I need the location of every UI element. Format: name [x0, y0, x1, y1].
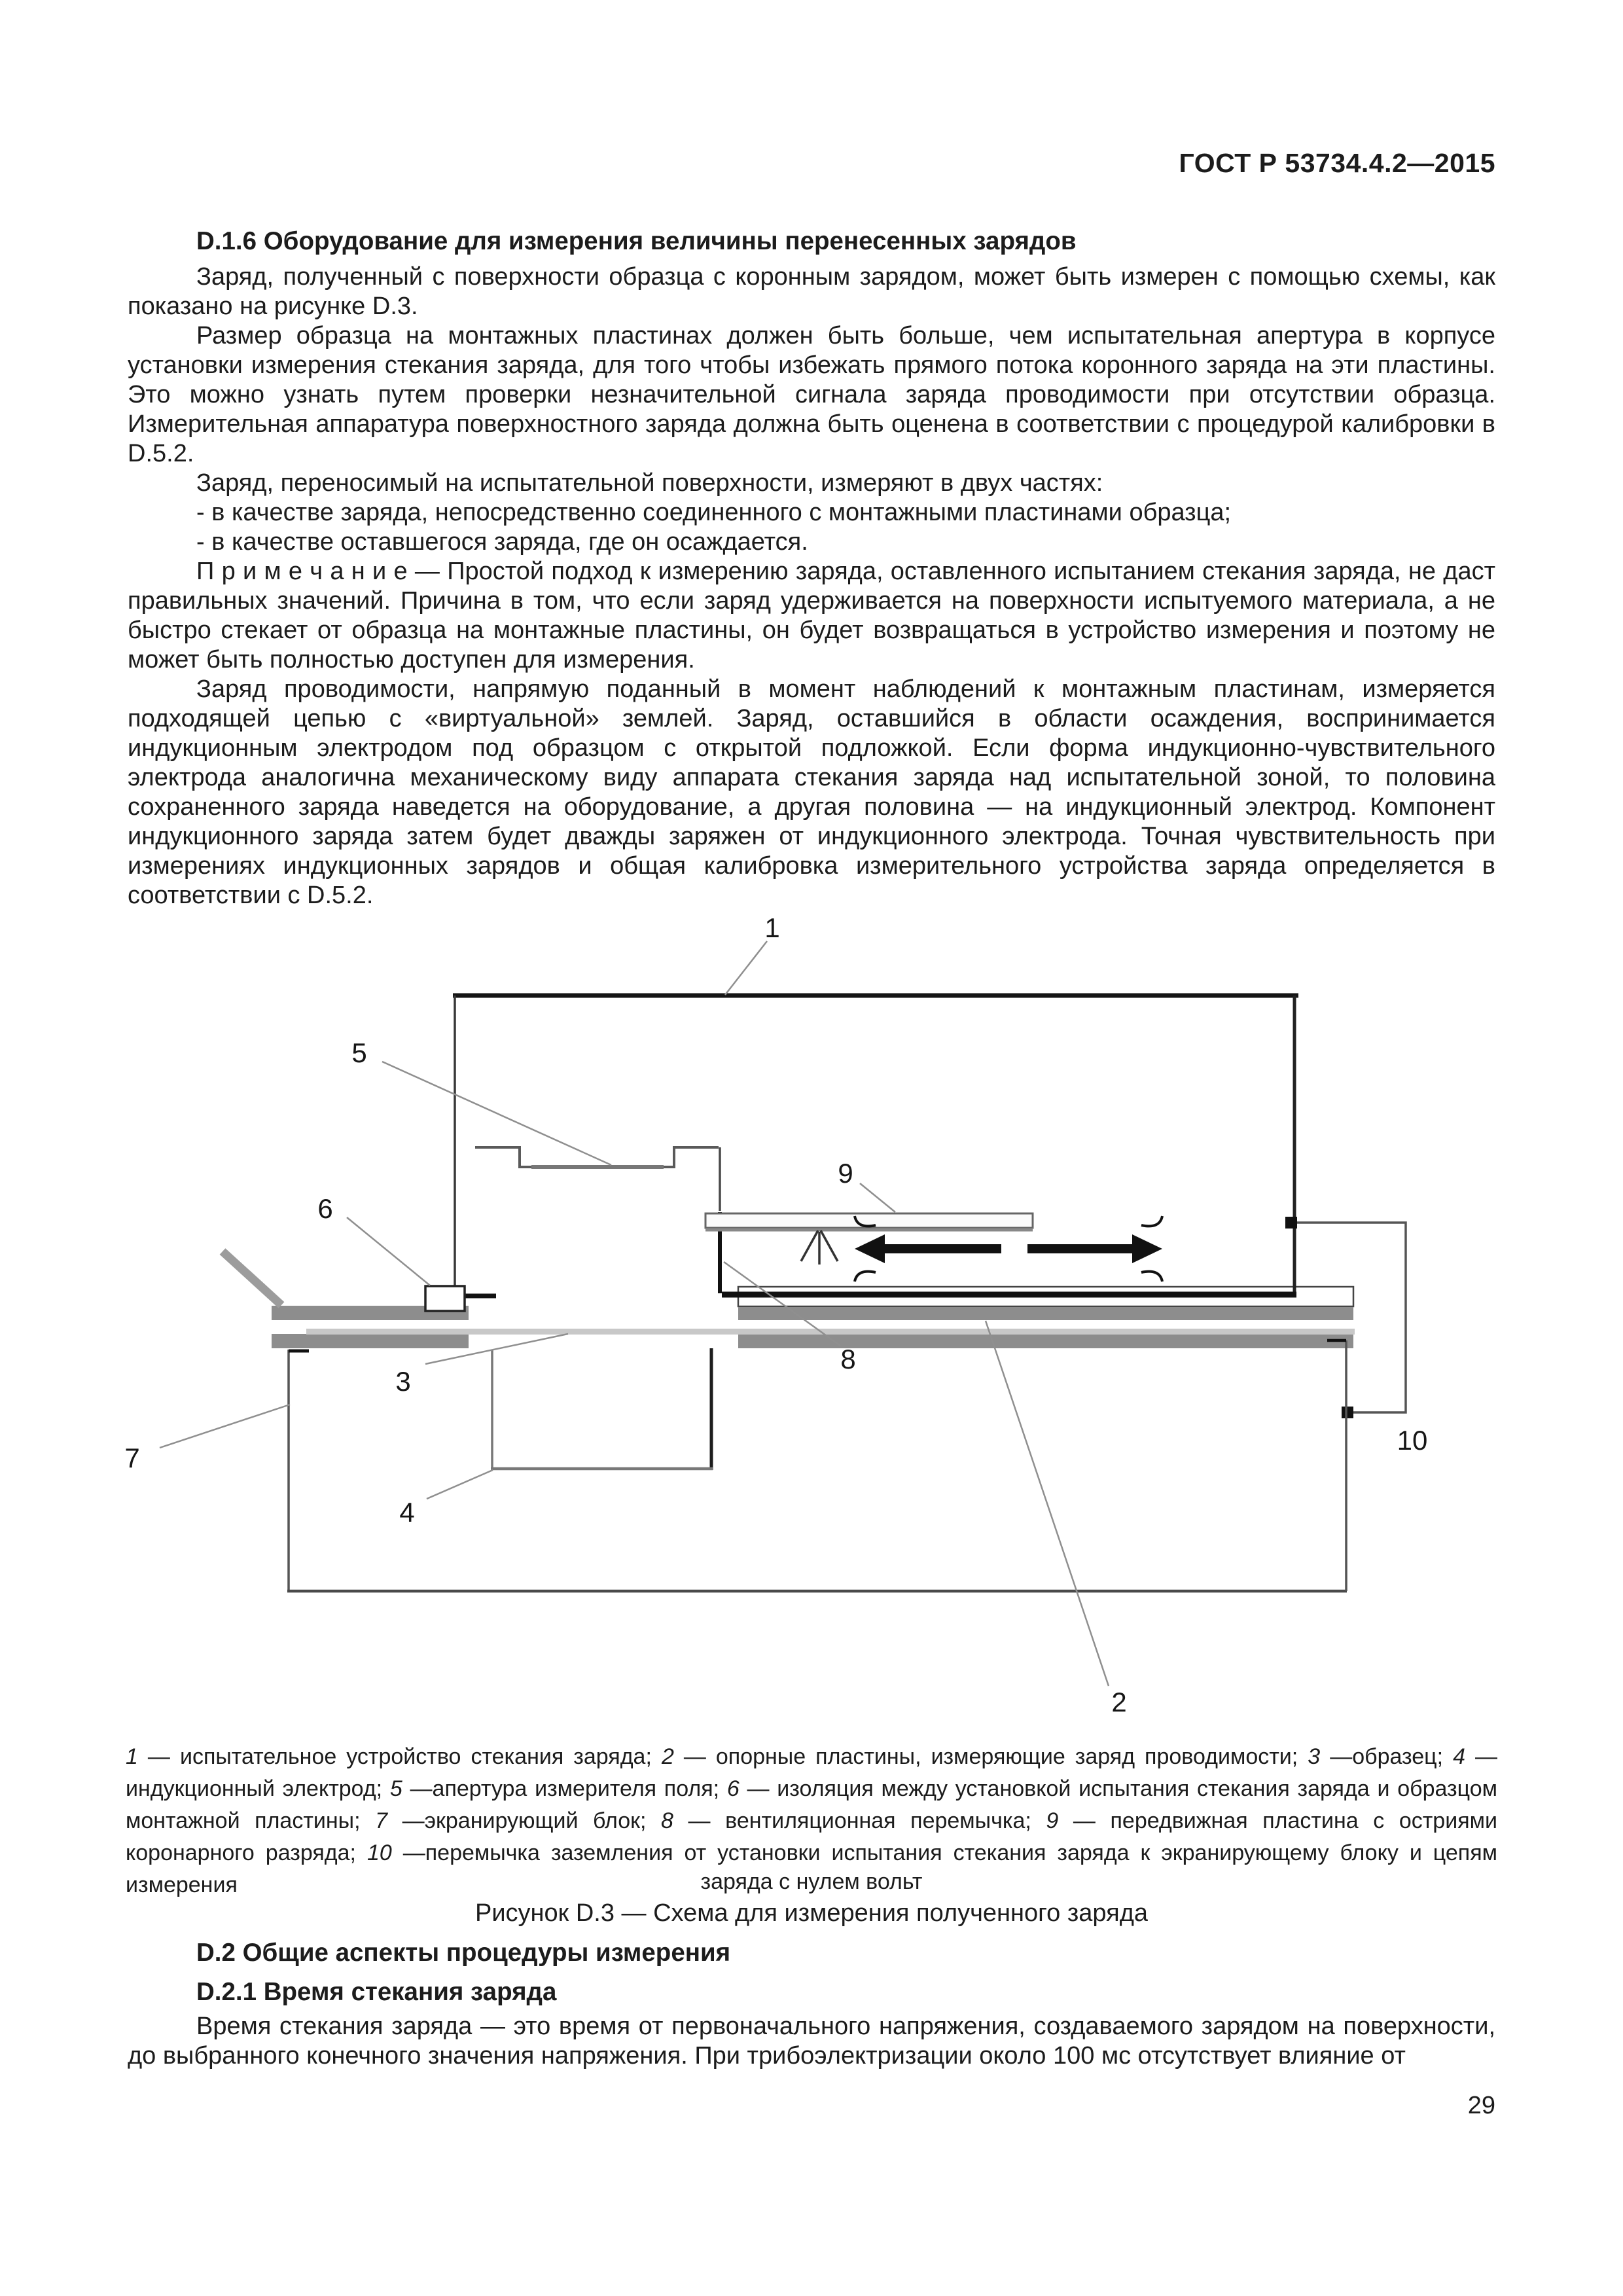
support-plate-right-lower	[738, 1334, 1353, 1348]
callout-6: 6	[317, 1193, 333, 1224]
paragraph: Заряд проводимости, напрямую поданный в момент наблюдений к монтажным пластинам, измеряется подходящей цепью с «виртуальной» землей. Заряд, оставшийся в области осаждения, воспринимается индукционным электродом под образцом с открытой подложкой. Если форма индукционно-чувствительного электрода аналогична механическому виду аппарата стекания заряда над испытательной зоной, то половина сохраненного заряда наведется на оборудование, а другая половина — на индукционный электрод. Компонент индукционного заряда затем будет дважды заряжен от индукционного электрода. Точная чувствительность при измерениях индукционных зарядов и общая калибровка измерительного устройства заряда определяется в соответствии с D.5.2.	[128, 675, 1495, 909]
list-item-dash: - в качестве заряда, непосредственно соединенного с монтажными пластинами образца;	[196, 499, 1232, 526]
sample-strip	[306, 1329, 1355, 1335]
wire-connector-shield	[1342, 1407, 1353, 1418]
support-plate-right-upper	[738, 1307, 1353, 1320]
callout-3: 3	[395, 1366, 411, 1397]
figure-legend: 1 — испытательное устройство стекания заряда; 2 — опорные пластины, измеряющие заряд проводимости; 3 —образец; 4 — индукционный электрод; 5 —апертура измерителя поля; 6 — изоляция между установкой испытания стекания заряда и образцом монтажной пластины; 7 —экранирующий блок; 8 — вентиляционная перемычка; 9 — передвижная пластина с остриями коронарного разряда; 10 —перемычка заземления от установки испытания стекания заряда к экранирующему блоку и цепям измерения	[126, 1744, 1498, 1897]
wire-connector-box	[1285, 1217, 1297, 1229]
motion-arrow-right	[1027, 1234, 1162, 1263]
motion-arrow-left	[855, 1234, 1001, 1263]
running-header-standard-number: ГОСТ Р 53734.4.2—2015	[1179, 148, 1495, 178]
figure-caption: Рисунок D.3 — Схема для измерения полученного заряда	[474, 1899, 1149, 1927]
callout-1: 1	[764, 912, 780, 943]
support-plate-left-lower	[272, 1334, 469, 1348]
list-item-dash: - в качестве оставшегося заряда, где он осаждается.	[196, 528, 808, 556]
shielding-block	[287, 1340, 1347, 1591]
paragraph: Заряд, полученный с поверхности образца с коронным зарядом, может быть измерен с помощью схемы, как показано на рисунке D.3.	[128, 263, 1495, 320]
callout-5: 5	[351, 1037, 367, 1068]
callout-2: 2	[1111, 1687, 1127, 1717]
callout-7: 7	[124, 1443, 140, 1473]
note-paragraph: П р и м е ч а н и е — Простой подход к измерению заряда, оставленного испытанием стекания заряда, не даст правильных значений. Причина в том, что если заряд удерживается на поверхности испытуемого материала, а не быстро стекает от образца на монтажные пластины, он будет возвращаться в устройство измерения и поэтому не может быть полностью доступен для измерения.	[128, 558, 1495, 673]
callout-10: 10	[1397, 1425, 1428, 1456]
heading-d2: D.2 Общие аспекты процедуры измерения	[196, 1939, 731, 1967]
callout-4: 4	[399, 1497, 415, 1528]
figure-d3-schematic	[0, 903, 1623, 1734]
induction-electrode	[491, 1348, 713, 1470]
schematic-svg	[0, 903, 1623, 1734]
callout-9: 9	[838, 1158, 853, 1189]
corona-point-symbol	[801, 1230, 838, 1265]
heading-d16: D.1.6 Оборудование для измерения величины перенесенных зарядов	[196, 227, 1077, 255]
paragraph: Время стекания заряда — это время от первоначального напряжения, создаваемого зарядом на поверхности, до выбранного конечного значения напряжения. При трибоэлектризации около 100 мс отсутствует влияние от	[128, 2013, 1495, 2070]
paragraph: Размер образца на монтажных пластинах должен быть больше, чем испытательная апертура в корпусе установки измерения стекания заряда, для того чтобы избежать прямого потока коронного заряда на эти пластины. Это можно узнать путем проверки незначительной сигнала заряда проводимости при отсутствии образца. Измерительная аппаратура поверхностного заряда должна быть оценена в соответствии с процедурой калибровки в D.5.2.	[128, 322, 1495, 467]
paragraph: Заряд, переносимый на испытательной поверхности, измеряют в двух частях:	[196, 469, 1103, 497]
insulation-ramp	[223, 1251, 281, 1305]
figure-legend-tail: заряда с нулем вольт	[700, 1869, 923, 1894]
heading-d21: D.2.1 Время стекания заряда	[196, 1978, 557, 2006]
callout-8: 8	[840, 1344, 856, 1374]
body-text-block	[128, 226, 1495, 910]
insulation-block	[425, 1286, 465, 1311]
field-meter-aperture	[475, 1147, 719, 1167]
page-number: 29	[1467, 2092, 1495, 2119]
